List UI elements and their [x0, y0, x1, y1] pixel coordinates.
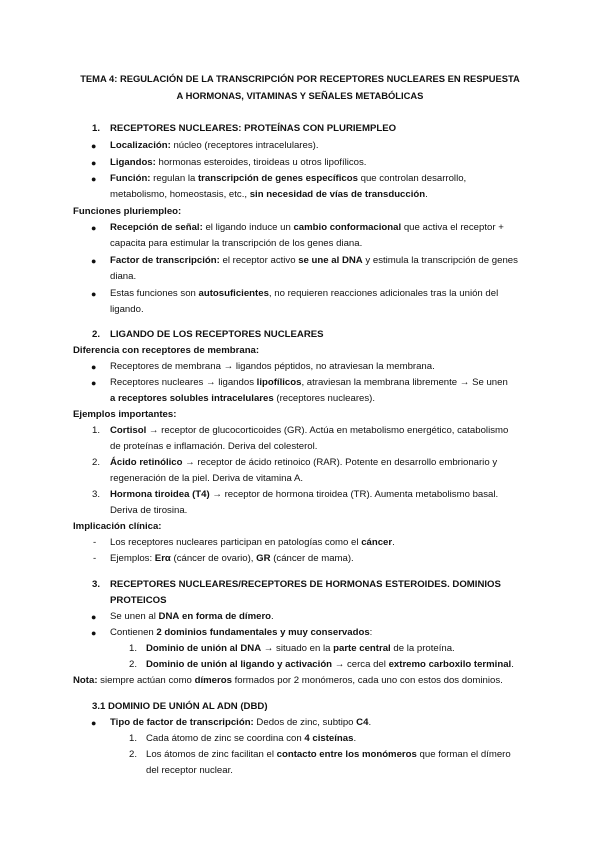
- list-item-dominios: Contienen 2 dominios fundamentales y muy conservados:: [110, 627, 373, 638]
- subheading-implicacion: Implicación clínica:: [73, 521, 162, 532]
- list-item-zinc-cisteinas: Cada átomo de zinc se coordina con 4 cisteínas.: [146, 733, 357, 744]
- list-item-dominio-ligando: Dominio de unión al ligando y activación → cerca del extremo carboxilo terminal.: [146, 659, 514, 670]
- list-item-factor-cont: diana.: [110, 271, 137, 282]
- section-3-heading: RECEPTORES NUCLEARES/RECEPTORES DE HORMONAS ESTEROIDES. DOMINIOS: [110, 579, 501, 590]
- note-dimeros: Nota: siempre actúan como dímeros formados por 2 monómeros, cada uno con estos dos dominios.: [73, 675, 503, 686]
- bullet-icon: ●: [91, 141, 97, 151]
- document-title: TEMA 4: REGULACIÓN DE LA TRANSCRIPCIÓN POR RECEPTORES NUCLEARES EN RESPUESTA A HORMONAS, VITAMINAS Y SEÑALES METABÓLICAS: [80, 73, 520, 101]
- list-number: 2.: [129, 659, 138, 670]
- list-item-funcion: Función: regulan la transcripción de genes específicos que controlan desarrollo,: [110, 173, 467, 184]
- bullet-icon: ●: [91, 174, 97, 184]
- section-1-number: 1.: [92, 123, 101, 134]
- list-item-cortisol: Cortisol → receptor de glucocorticoides (GR). Actúa en metabolismo energético, catabolismo: [110, 425, 509, 436]
- dash-marker: -: [93, 553, 97, 564]
- list-number: 1.: [129, 733, 138, 744]
- list-item-recepcion-cont: capacita para estimular la transcripción de los genes diana.: [110, 238, 363, 249]
- subheading-funciones: Funciones pluriempleo:: [73, 206, 182, 217]
- list-item-cortisol-cont: de proteínas e inflamación. Deriva del colesterol.: [110, 441, 318, 452]
- list-item-autosuficientes: Estas funciones son autosuficientes, no requieren reacciones adicionales tras la unión del: [110, 288, 499, 299]
- list-item-cancer: Los receptores nucleares participan en patologías como el cáncer.: [110, 537, 395, 548]
- list-item-recepcion: Recepción de señal: el ligando induce un cambio conformacional que activa el receptor +: [110, 222, 504, 233]
- list-item-hormona-tiroidea: Hormona tiroidea (T4) → receptor de hormona tiroidea (TR). Aumenta metabolismo basal.: [110, 489, 499, 500]
- bullet-icon: ●: [91, 628, 97, 638]
- list-item-acido-retinolico: Ácido retinólico → receptor de ácido retinoico (RAR). Potente en desarrollo embrionario y: [110, 457, 498, 468]
- list-item-nucleares-cont: a receptores solubles intracelulares (receptores nucleares).: [110, 393, 376, 404]
- list-item-dimero: Se unen al DNA en forma de dímero.: [110, 611, 274, 622]
- section-3-heading-cont: PROTEICOS: [110, 595, 167, 606]
- list-item-dominio-dna: Dominio de unión al DNA → situado en la parte central de la proteína.: [146, 643, 455, 654]
- list-item-ligandos: Ligandos: hormonas esteroides, tiroideas u otros lipofílicos.: [110, 157, 367, 168]
- list-number: 1.: [92, 425, 101, 436]
- bullet-icon: ●: [91, 612, 97, 622]
- bullet-icon: ●: [91, 378, 97, 388]
- list-item-acido-retinolico-cont: regeneración de la piel. Deriva de vitamina A.: [110, 473, 304, 484]
- list-item-membrana: Receptores de membrana → ligandos péptidos, no atraviesan la membrana.: [110, 361, 435, 372]
- list-item-autosuficientes-cont: ligando.: [110, 304, 144, 315]
- list-item-factor: Factor de transcripción: el receptor activo se une al DNA y estimula la transcripción de genes: [110, 255, 518, 266]
- bullet-icon: ●: [91, 256, 97, 266]
- section-1-heading: RECEPTORES NUCLEARES: PROTEÍNAS CON PLURIEMPLEO: [110, 123, 397, 134]
- subheading-ejemplos: Ejemplos importantes:: [73, 409, 177, 420]
- list-number: 2.: [129, 749, 138, 760]
- list-item-zinc-contacto-cont: del receptor nuclear.: [146, 765, 233, 776]
- section-2-heading: LIGANDO DE LOS RECEPTORES NUCLEARES: [110, 329, 324, 340]
- list-item-zinc-contacto: Los átomos de zinc facilitan el contacto entre los monómeros que forman el dímero: [146, 749, 511, 760]
- section-3-1-heading: 3.1 DOMINIO DE UNIÓN AL ADN (DBD): [92, 701, 268, 712]
- bullet-icon: ●: [91, 362, 97, 372]
- section-2-number: 2.: [92, 329, 101, 340]
- bullet-icon: ●: [91, 223, 97, 233]
- list-item-ejemplos-cancer: Ejemplos: Erα (cáncer de ovario), GR (cáncer de mama).: [110, 553, 354, 564]
- list-item-localizacion: Localización: núcleo (receptores intracelulares).: [110, 140, 319, 151]
- bullet-icon: ●: [91, 289, 97, 299]
- list-number: 1.: [129, 643, 138, 654]
- dash-marker: -: [93, 537, 97, 548]
- subheading-diferencia: Diferencia con receptores de membrana:: [73, 345, 260, 356]
- list-number: 2.: [92, 457, 101, 468]
- section-3-number: 3.: [92, 579, 101, 590]
- list-number: 3.: [92, 489, 101, 500]
- list-item-nucleares: Receptores nucleares → ligandos lipofílicos, atraviesan la membrana libremente → Se unen: [110, 377, 508, 388]
- list-item-funcion-cont: metabolismo, homeostasis, etc., sin necesidad de vías de transducción.: [110, 189, 428, 200]
- bullet-icon: ●: [91, 158, 97, 168]
- list-item-hormona-tiroidea-cont: Deriva de tirosina.: [110, 505, 188, 516]
- list-item-tipo-factor: Tipo de factor de transcripción: Dedos de zinc, subtipo C4.: [110, 717, 372, 728]
- bullet-icon: ●: [91, 718, 97, 728]
